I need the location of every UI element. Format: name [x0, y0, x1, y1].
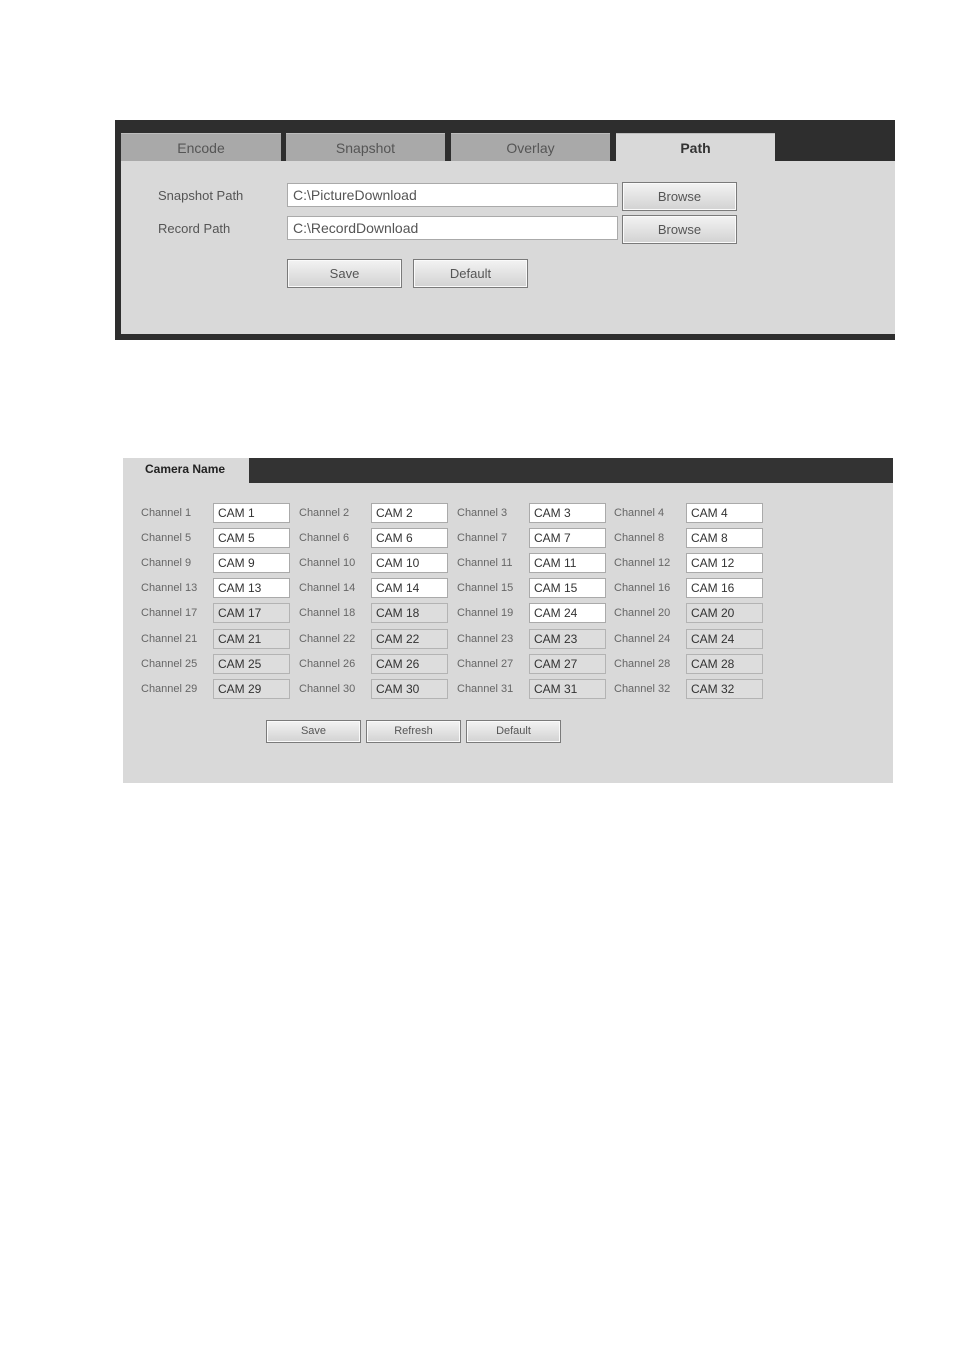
channel-3-label: Channel 3 — [457, 507, 508, 519]
channel-16-name-input[interactable]: CAM 16 — [686, 578, 763, 598]
tab-overlay[interactable]: Overlay — [451, 133, 610, 161]
channel-1-name-input[interactable]: CAM 1 — [213, 503, 290, 523]
path-settings-panel — [115, 120, 895, 340]
channel-4-name-input[interactable]: CAM 4 — [686, 503, 763, 523]
channel-30-name-input[interactable]: CAM 30 — [371, 679, 448, 699]
path-panel-body — [121, 161, 895, 334]
channel-19-name-input[interactable]: CAM 24 — [529, 603, 606, 623]
channel-22-label: Channel 22 — [299, 633, 356, 645]
channel-17-name-input[interactable]: CAM 17 — [213, 603, 290, 623]
channel-7-label: Channel 7 — [457, 532, 508, 544]
channel-24-name-input[interactable]: CAM 24 — [686, 629, 763, 649]
channel-8-label: Channel 8 — [614, 532, 665, 544]
channel-29-name-input[interactable]: CAM 29 — [213, 679, 290, 699]
channel-10-name-input[interactable]: CAM 10 — [371, 553, 448, 573]
channel-19-label: Channel 19 — [457, 607, 514, 619]
channel-3-name-input[interactable]: CAM 3 — [529, 503, 606, 523]
tab-bar — [115, 120, 895, 161]
camera-refresh-button[interactable]: Refresh — [366, 720, 461, 743]
channel-6-name-input[interactable]: CAM 6 — [371, 528, 448, 548]
channel-18-name-input[interactable]: CAM 18 — [371, 603, 448, 623]
channel-12-name-input[interactable]: CAM 12 — [686, 553, 763, 573]
channel-31-name-input[interactable]: CAM 31 — [529, 679, 606, 699]
channel-23-label: Channel 23 — [457, 633, 514, 645]
channel-4-label: Channel 4 — [614, 507, 665, 519]
default-button[interactable]: Default — [413, 259, 528, 288]
record-path-input[interactable]: C:\RecordDownload — [287, 216, 618, 240]
channel-24-label: Channel 24 — [614, 633, 671, 645]
channel-27-label: Channel 27 — [457, 658, 514, 670]
channel-7-name-input[interactable]: CAM 7 — [529, 528, 606, 548]
channel-11-name-input[interactable]: CAM 11 — [529, 553, 606, 573]
channel-16-label: Channel 16 — [614, 582, 671, 594]
channel-26-label: Channel 26 — [299, 658, 356, 670]
channel-31-label: Channel 31 — [457, 683, 514, 695]
channel-2-label: Channel 2 — [299, 507, 350, 519]
channel-27-name-input[interactable]: CAM 27 — [529, 654, 606, 674]
record-browse-button[interactable]: Browse — [622, 215, 737, 244]
tab-snapshot[interactable]: Snapshot — [286, 133, 445, 161]
channel-9-name-input[interactable]: CAM 9 — [213, 553, 290, 573]
channel-22-name-input[interactable]: CAM 22 — [371, 629, 448, 649]
record-path-label: Record Path — [158, 221, 231, 236]
channel-20-name-input[interactable]: CAM 20 — [686, 603, 763, 623]
tab-camera-name[interactable]: Camera Name — [123, 458, 249, 483]
channel-26-name-input[interactable]: CAM 26 — [371, 654, 448, 674]
channel-14-label: Channel 14 — [299, 582, 356, 594]
channel-29-label: Channel 29 — [141, 683, 198, 695]
channel-28-label: Channel 28 — [614, 658, 671, 670]
tab-encode[interactable]: Encode — [121, 133, 281, 161]
camera-name-panel — [123, 458, 893, 783]
channel-5-name-input[interactable]: CAM 5 — [213, 528, 290, 548]
channel-15-label: Channel 15 — [457, 582, 514, 594]
channel-15-name-input[interactable]: CAM 15 — [529, 578, 606, 598]
channel-25-label: Channel 25 — [141, 658, 198, 670]
snapshot-path-label: Snapshot Path — [158, 188, 244, 203]
channel-21-name-input[interactable]: CAM 21 — [213, 629, 290, 649]
channel-12-label: Channel 12 — [614, 557, 671, 569]
camera-default-button[interactable]: Default — [466, 720, 561, 743]
channel-14-name-input[interactable]: CAM 14 — [371, 578, 448, 598]
channel-32-label: Channel 32 — [614, 683, 671, 695]
channel-18-label: Channel 18 — [299, 607, 356, 619]
snapshot-path-input[interactable]: C:\PictureDownload — [287, 183, 618, 207]
channel-25-name-input[interactable]: CAM 25 — [213, 654, 290, 674]
channel-21-label: Channel 21 — [141, 633, 198, 645]
channel-23-name-input[interactable]: CAM 23 — [529, 629, 606, 649]
channel-32-name-input[interactable]: CAM 32 — [686, 679, 763, 699]
channel-6-label: Channel 6 — [299, 532, 350, 544]
channel-20-label: Channel 20 — [614, 607, 671, 619]
channel-2-name-input[interactable]: CAM 2 — [371, 503, 448, 523]
channel-30-label: Channel 30 — [299, 683, 356, 695]
camera-save-button[interactable]: Save — [266, 720, 361, 743]
channel-17-label: Channel 17 — [141, 607, 198, 619]
channel-1-label: Channel 1 — [141, 507, 192, 519]
save-button[interactable]: Save — [287, 259, 402, 288]
tab-path[interactable]: Path — [616, 133, 775, 161]
channel-8-name-input[interactable]: CAM 8 — [686, 528, 763, 548]
snapshot-browse-button[interactable]: Browse — [622, 182, 737, 211]
channel-28-name-input[interactable]: CAM 28 — [686, 654, 763, 674]
channel-13-label: Channel 13 — [141, 582, 198, 594]
channel-11-label: Channel 11 — [457, 557, 513, 569]
channel-13-name-input[interactable]: CAM 13 — [213, 578, 290, 598]
channel-5-label: Channel 5 — [141, 532, 192, 544]
camera-name-header — [123, 458, 893, 483]
channel-10-label: Channel 10 — [299, 557, 356, 569]
channel-9-label: Channel 9 — [141, 557, 192, 569]
